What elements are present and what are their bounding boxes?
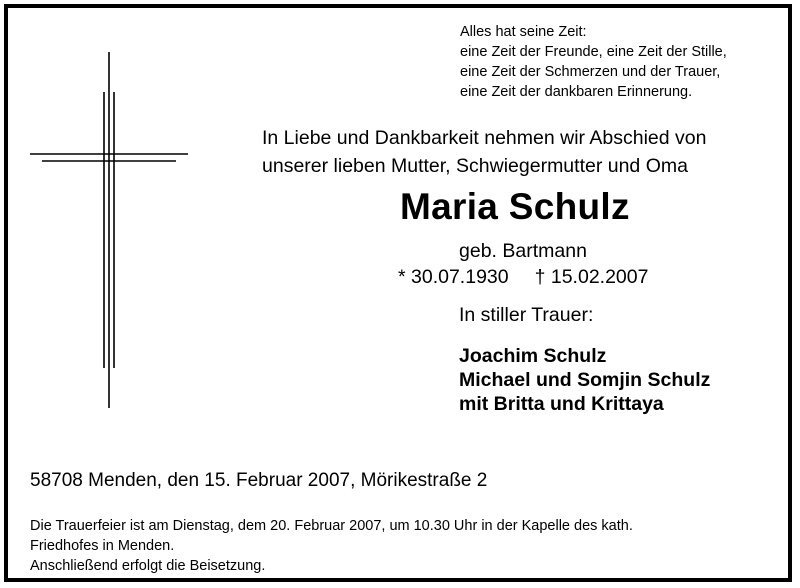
birth-date: * 30.07.1930 xyxy=(398,266,509,288)
family-member: mit Britta und Krittaya xyxy=(459,393,664,415)
death-date: † 15.02.2007 xyxy=(534,266,649,288)
place-date-line: 58708 Menden, den 15. Februar 2007, Mörikestraße 2 xyxy=(30,470,488,491)
intro-line: unserer lieben Mutter, Schwiegermutter und Oma xyxy=(262,155,688,177)
quote-line: Alles hat seine Zeit: xyxy=(460,24,587,40)
family-member: Joachim Schulz xyxy=(459,345,607,367)
quote-line: eine Zeit der dankbaren Erinnerung. xyxy=(460,84,693,100)
note-line: Friedhofes in Menden. xyxy=(30,538,175,554)
deceased-name: Maria Schulz xyxy=(400,186,630,227)
mourning-label: In stiller Trauer: xyxy=(459,304,594,326)
quote-line: eine Zeit der Freunde, eine Zeit der Stille, xyxy=(460,44,727,60)
life-dates xyxy=(398,266,648,289)
birth-name: geb. Bartmann xyxy=(459,240,587,262)
quote-block xyxy=(460,22,727,102)
family-list xyxy=(459,344,710,416)
funeral-notes xyxy=(30,516,633,576)
family-member: Michael und Somjin Schulz xyxy=(459,369,711,391)
note-line: Anschließend erfolgt die Beisetzung. xyxy=(30,558,266,574)
note-line: Die Trauerfeier ist am Dienstag, dem 20. Februar 2007, um 10.30 Uhr in der Kapelle des kath. xyxy=(30,518,633,534)
quote-line: eine Zeit der Schmerzen und der Trauer, xyxy=(460,64,721,80)
obituary-frame xyxy=(4,4,792,582)
intro-line: In Liebe und Dankbarkeit nehmen wir Abschied von xyxy=(262,127,707,149)
intro-text xyxy=(262,124,706,180)
cross-icon xyxy=(30,48,200,418)
